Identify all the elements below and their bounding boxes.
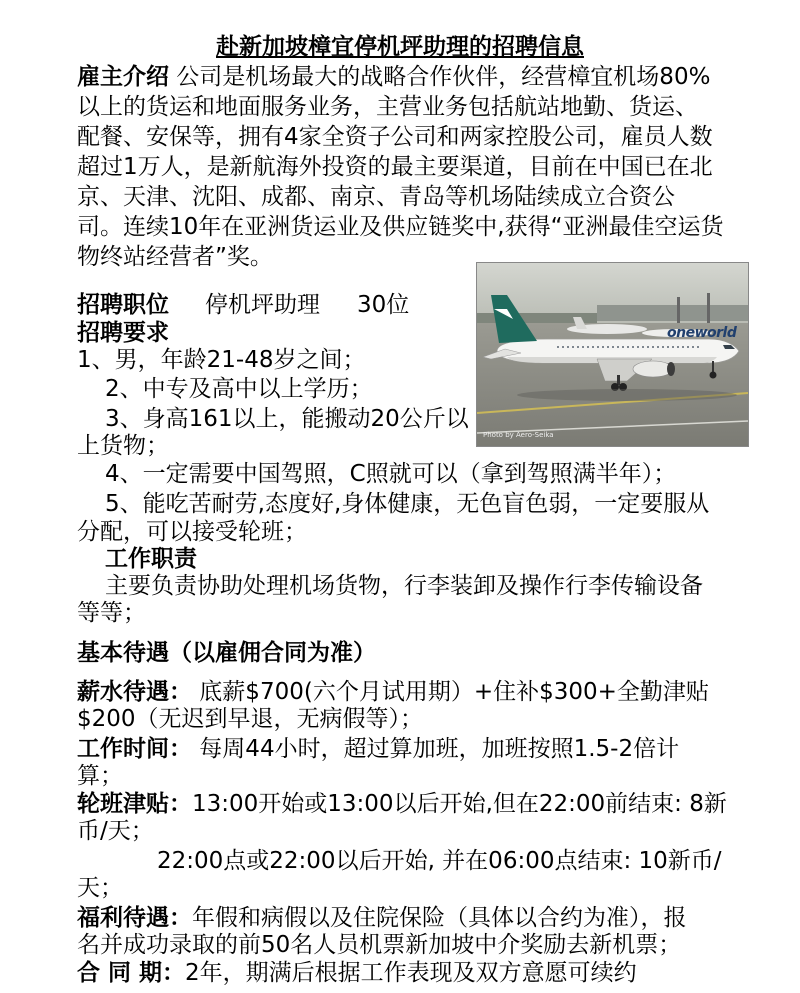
employer-line-7: 物终站经营者”奖。: [77, 244, 273, 270]
photo-caption: Photo by Aero-Seika: [483, 431, 554, 439]
welfare-line-1: 福利待遇：年假和病假以及住院保险（具体以合约为准），报: [77, 905, 687, 931]
shift-label: 轮班津贴：: [77, 791, 192, 817]
requirement-item: 分配，可以接受轮班；: [77, 519, 307, 545]
requirements-label: 招聘要求: [77, 320, 169, 346]
welfare-line-2: 名并成功录取的前50名人员机票新加坡中介奖励去新机票；: [77, 932, 682, 958]
position-name: 停机坪助理: [205, 292, 320, 318]
shift-line-2: 币/天；: [77, 818, 154, 844]
hours-line-2: 算；: [77, 763, 123, 789]
salary-line-1: 薪水待遇： 底薪$700(六个月试用期）+住补$300+全勤津贴: [77, 679, 709, 705]
page-title: 赴新加坡樟宜停机坪助理的招聘信息: [216, 34, 584, 60]
position-label: 招聘职位: [77, 292, 169, 318]
airplane-illustration: [477, 263, 748, 446]
salary-label: 薪水待遇：: [77, 679, 192, 705]
contract-line: 合 同 期：2年，期满后根据工作表现及双方意愿可续约: [77, 960, 637, 986]
requirement-item: 2、中专及高中以上学历；: [105, 376, 373, 402]
employer-line-4: 超过1万人，是新航海外投资的最主要渠道，目前在中国已在北: [77, 154, 713, 180]
employer-line-5: 京、天津、沈阳、成都、南京、青岛等机场陆续成立合资公: [77, 184, 675, 210]
duties-line: 等等；: [77, 600, 146, 626]
shift-line-3: 22:00点或22:00以后开始, 并在06:00点结束: 10新币/: [157, 848, 722, 874]
requirement-item: 3、身高161以上，能搬动20公斤以: [105, 406, 469, 432]
requirement-item: 上货物；: [77, 433, 169, 459]
duties-label: 工作职责: [105, 546, 197, 572]
employer-line-3: 配餐、安保等，拥有4家全资子公司和两家控股公司，雇员人数: [77, 124, 713, 150]
shift-line-4: 天；: [77, 875, 123, 901]
requirement-item: 1、男，年龄21-48岁之间；: [77, 347, 366, 373]
requirement-item: 4、一定需要中国驾照，C照就可以（拿到驾照满半年）；: [105, 461, 677, 487]
salary-line-2: $200（无迟到早退，无病假等）；: [77, 706, 424, 732]
duties-line: 主要负责协助处理机场货物，行李装卸及操作行李传输设备: [105, 573, 703, 599]
airline-livery-text: oneworld: [667, 325, 737, 341]
benefits-heading: 基本待遇（以雇佣合同为准）: [77, 640, 376, 666]
hours-line-1: 工作时间： 每周44小时，超过算加班，加班按照1.5-2倍计: [77, 736, 680, 762]
welfare-label: 福利待遇：: [77, 905, 192, 931]
employer-line-2: 以上的货运和地面服务业务，主营业务包括航站地勤、货运、: [77, 94, 698, 120]
airplane-photo: [476, 262, 749, 447]
employer-line-1: 雇主介绍 公司是机场最大的战略合作伙伴，经营樟宜机场80%: [77, 64, 711, 90]
position-count: 30位: [357, 292, 410, 318]
contract-label: 合 同 期：: [77, 960, 186, 986]
hours-label: 工作时间：: [77, 736, 192, 762]
employer-line-6: 司。连续10年在亚洲货运业及供应链奖中,获得“亚洲最佳空运货: [77, 214, 724, 240]
requirement-item: 5、能吃苦耐劳,态度好,身体健康，无色盲色弱，一定要服从: [105, 491, 710, 517]
employer-label: 雇主介绍: [77, 64, 169, 90]
shift-line-1: 轮班津贴：13:00开始或13:00以后开始,但在22:00前结束: 8新: [77, 791, 727, 817]
